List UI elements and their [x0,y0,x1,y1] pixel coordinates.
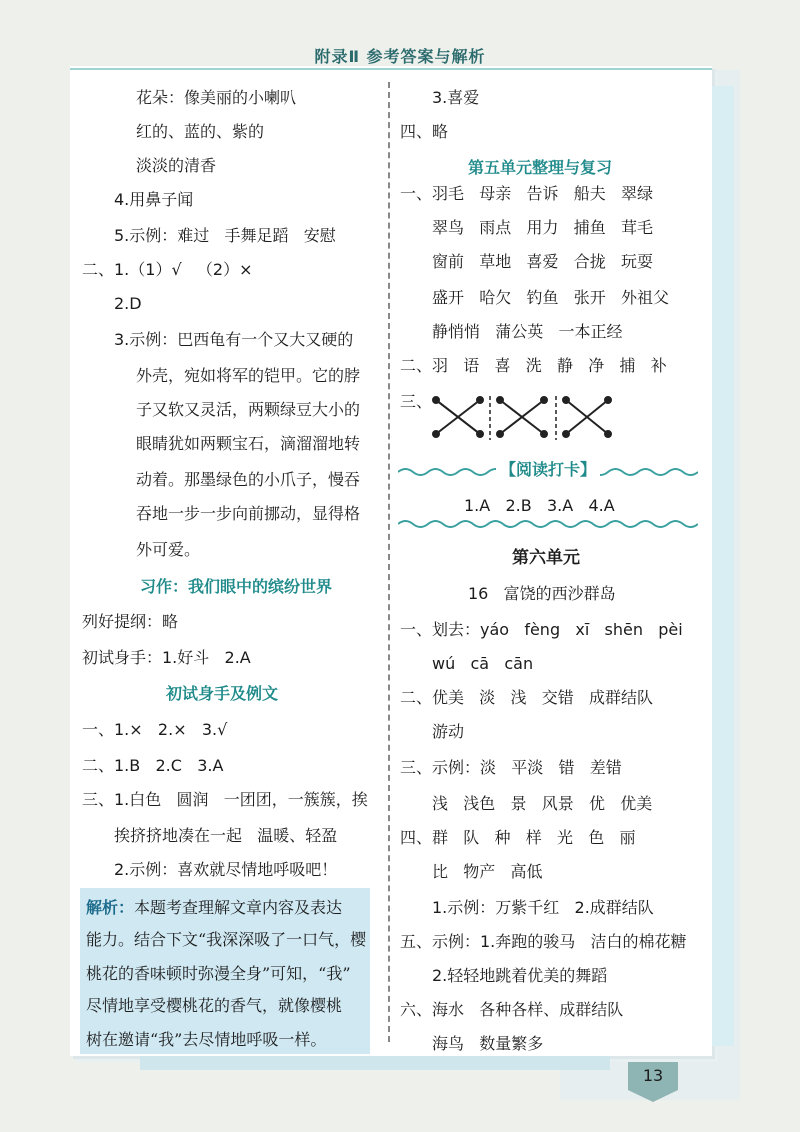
answer-line: 四、群 队 种 样 光 色 丽 [400,828,636,847]
match-dot [541,397,547,403]
match-dot [497,397,503,403]
answer-line: 1.示例：万紫千红 2.成群结队 [432,898,654,917]
answer-line: 比 物产 高低 [432,862,543,881]
answer-line: 三、示例：淡 平淡 错 差错 [400,758,622,777]
analysis-text: 本题考查理解文章内容及表达 [134,898,343,917]
column-divider [388,82,390,1042]
answer-line: 5.示例：难过 手舞足蹈 安慰 [114,226,336,245]
answer-line: 盛开 哈欠 钓鱼 张开 外祖父 [432,288,670,307]
analysis-label: 解析： [86,898,135,917]
answer-line: 3.示例：巴西龟有一个又大又硬的 [114,330,354,349]
answer-line: 五、示例：1.奔跑的骏马 洁白的棉花糖 [400,932,687,951]
page-number: 13 [642,1066,664,1085]
unit-title: 第六单元 [512,548,580,568]
answer-line: 淡淡的清香 [136,156,217,175]
answer-line: 吞地一步一步向前挪动，显得格 [136,504,361,523]
match-group-1 [433,397,483,437]
matching-lines-diagram [428,394,618,444]
answer-line: 外可爱。 [136,540,201,559]
answer-line: 二、1.B 2.C 3.A [82,756,224,775]
answer-line: wú cā cān [432,654,534,673]
section-title: 习作：我们眼中的缤纷世界 [140,577,333,596]
header-rule [70,68,712,70]
answer-line: 外壳，宛如将军的铠甲。它的脖 [136,366,361,385]
section-title: 第五单元整理与复习 [468,158,613,177]
answer-line: 4.用鼻子闻 [114,190,194,209]
answer-line: 三、 [400,392,433,411]
match-dot [563,397,569,403]
wave-divider-bottom [398,518,698,530]
match-dot [433,397,439,403]
match-dot [605,397,611,403]
answer-line: 一、1.× 2.× 3.√ [82,720,228,739]
answer-line: 动着。那墨绿色的小爪子，慢吞 [136,470,361,489]
answer-line: 浅 浅色 景 风景 优 优美 [432,794,653,813]
answer-line: 三、1.白色 圆润 一团团，一簇簇，挨 [82,790,368,809]
analysis-line: 桃花的香味顿时弥漫全身”可知，“我” [86,964,351,983]
answer-line: 列好提纲：略 [82,612,179,631]
answer-line: 静悄悄 蒲公英 一本正经 [432,322,623,341]
analysis-line: 尽情地享受樱桃花的香气，就像樱桃 [86,996,343,1015]
answer-line: 二、羽 语 喜 洗 静 净 捕 补 [400,356,667,375]
answer-line: 海鸟 数量繁多 [432,1034,544,1053]
answer-line: 初试身手：1.好斗 2.A [82,648,251,667]
match-dot [477,431,483,437]
lesson-title: 16 富饶的西沙群岛 [468,584,616,603]
answer-line: 翠鸟 雨点 用力 捕鱼 茸毛 [432,218,654,237]
page-header: 附录Ⅱ 参考答案与解析 [314,47,486,66]
answer-line: 2.轻轻地跳着优美的舞蹈 [432,966,608,985]
answer-line: 二、优美 淡 浅 交错 成群结队 [400,688,654,707]
match-dot [433,431,439,437]
answer-line: 一、划去：yáo fèng xī shēn pèi [400,620,683,639]
answer-line: 六、海水 各种各样、成群结队 [400,1000,624,1019]
answer-line: 2.D [114,294,142,313]
page-number-badge-tip [628,1090,678,1102]
answer-line: 2.示例：喜欢就尽情地呼吸吧！ [114,860,338,879]
reading-answers: 1.A 2.B 3.A 4.A [464,496,615,515]
answer-line: 眼睛犹如两颗宝石，滴溜溜地转 [136,434,361,453]
answer-line: 红的、蓝的、紫的 [136,122,265,141]
answer-line: 挨挤挤地凑在一起 温暖、轻盈 [114,826,338,845]
page-bottom-strip [140,1056,610,1070]
answer-line: 四、略 [400,122,449,141]
analysis-line [86,898,342,918]
answer-line: 窗前 草地 喜爱 合拢 玩耍 [432,252,654,271]
page-edge-strip [712,86,734,1046]
analysis-line: 能力。结合下文“我深深吸了一口气，樱 [86,930,367,949]
answer-line: 子又软又灵活，两颗绿豆大小的 [136,400,361,419]
answer-line: 一、羽毛 母亲 告诉 船夫 翠绿 [400,184,654,203]
reading-title: 【阅读打卡】 [496,460,600,480]
answer-line: 3.喜爱 [432,88,480,107]
answer-line: 花朵：像美丽的小喇叭 [136,88,297,107]
section-title: 初试身手及例文 [166,684,279,703]
match-dot [477,397,483,403]
match-dot [541,431,547,437]
match-dot [563,431,569,437]
answer-line: 游动 [432,722,465,741]
answer-line: 二、1.（1）√ （2）× [82,260,253,279]
analysis-line: 树在邀请“我”去尽情地呼吸一样。 [86,1030,327,1049]
match-dot [605,431,611,437]
match-group-3 [563,397,611,437]
match-group-2 [497,397,547,437]
match-dot [497,431,503,437]
